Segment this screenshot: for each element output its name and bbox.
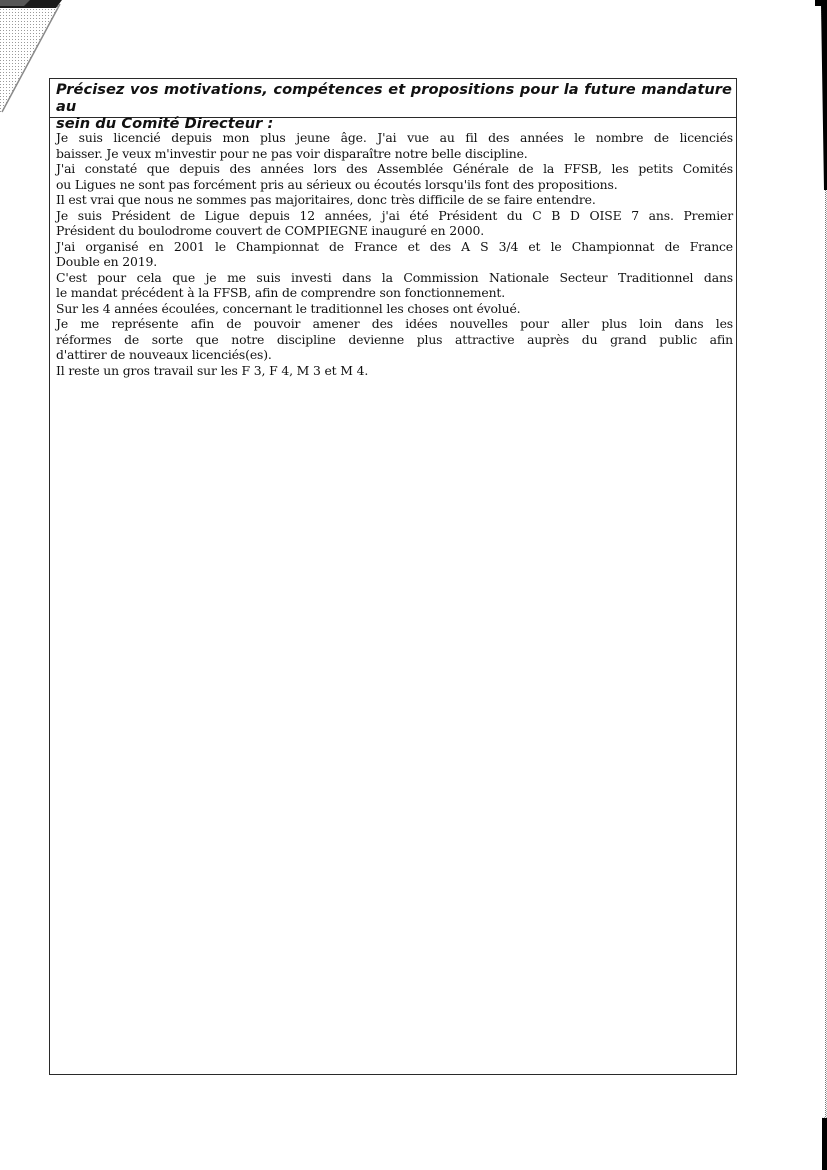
question-title-line: Précisez vos motivations, compétences et propositions pour la future mandature au xyxy=(56,81,732,115)
answer-line: C'est pour cela que je me suis investi dans la Commission Nationale Secteur Traditionnel dans xyxy=(56,269,733,285)
answer-line: Double en 2019. xyxy=(56,254,158,269)
answer-line: Président du boulodrome couvert de COMPIEGNE inauguré en 2000. xyxy=(56,223,484,238)
answer-line: baisser. Je veux m'investir pour ne pas voir disparaître notre belle discipline. xyxy=(56,145,528,161)
answer-line: d'attirer de nouveaux licenciés(es). xyxy=(56,347,272,362)
answer-line: J'ai organisé en 2001 le Championnat de France et des A S 3/4 et le Championnat de France xyxy=(56,238,733,254)
answer-line: ou Ligues ne sont pas forcément pris au sérieux ou écoutés lorsqu'ils font des propositions. xyxy=(56,176,618,192)
answer-line: Sur les 4 années écoulées, concernant le traditionnel les choses ont évolué. xyxy=(56,300,521,316)
answer-area xyxy=(50,118,736,378)
answer-line: Je suis Président de Ligue depuis 12 années, j'ai été Président du C B D OISE 7 ans. Premier xyxy=(56,207,733,223)
answer-line: réformes de sorte que notre discipline devienne plus attractive auprès du grand public afin xyxy=(56,331,733,347)
answer-line: Il est vrai que nous ne sommes pas majoritaires, donc très difficile de se faire entendre. xyxy=(56,192,596,207)
scan-right-edge xyxy=(815,0,827,1170)
answer-line: Je me représente afin de pouvoir amener des idées nouvelles pour aller plus loin dans les xyxy=(56,316,733,331)
answer-line: J'ai constaté que depuis des années lors des Assemblée Générale de la FFSB, les petits Comités xyxy=(56,161,733,176)
question-header xyxy=(50,79,736,132)
answer-line: le mandat précédent à la FFSB, afin de comprendre son fonctionnement. xyxy=(56,285,506,300)
answer-line: Je suis licencié depuis mon plus jeune âge. J'ai vue au fil des années le nombre de licenciés xyxy=(56,130,733,145)
motivation-form-box xyxy=(49,78,737,1075)
question-title-line: sein du Comité Directeur : xyxy=(56,115,274,132)
answer-line: Il reste un gros travail sur les F 3, F 4, M 3 et M 4. xyxy=(56,362,369,378)
